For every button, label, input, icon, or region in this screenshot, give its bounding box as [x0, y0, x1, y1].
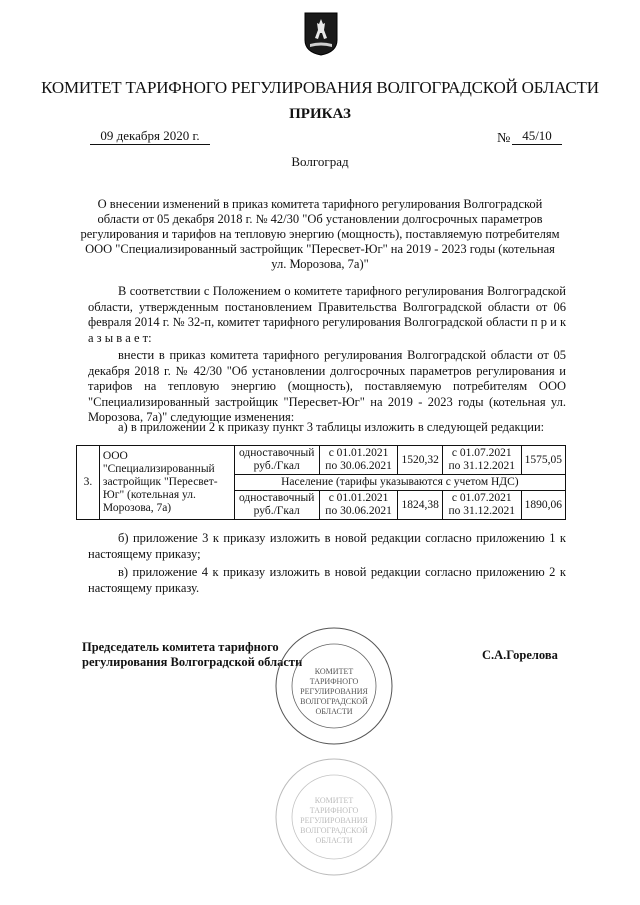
period-cell: с 01.01.2021 по 30.06.2021 [319, 446, 398, 475]
document-date: 09 декабря 2020 г. [90, 128, 210, 145]
tariff-value: 1575,05 [521, 446, 565, 475]
tariff-value: 1890,06 [521, 491, 565, 520]
population-note: Население (тарифы указываются с учетом НДС) [234, 475, 565, 491]
main-clause: внести в приказ комитета тарифного регулирования Волгоградской области от 05 декабря 2018 г. № 42/30 "Об установлении долгосрочных параметров регулирования и тарифов на тепловую энергию (мощность), поставляемую потребителям ООО "Специализированный застройщик "Пересвет-Юг" на 2019 - 2023 годы (котельная ул. Морозова, 7а)" следующие изменения: [88, 348, 566, 425]
period-cell: с 01.07.2021 по 31.12.2021 [442, 446, 521, 475]
svg-text:КОМИТЕТ: КОМИТЕТ [314, 796, 354, 805]
item-b: б) приложение 3 к приказу изложить в новой редакции согласно приложению 1 к настоящему приказу; [88, 531, 566, 561]
period-cell: с 01.01.2021 по 30.06.2021 [319, 491, 398, 520]
svg-text:ОБЛАСТИ: ОБЛАСТИ [315, 836, 353, 845]
document-type: ПРИКАЗ [289, 106, 351, 122]
seal-stamp-faint [272, 755, 396, 879]
svg-text:ТАРИФНОГО: ТАРИФНОГО [309, 806, 359, 815]
svg-text:РЕГУЛИРОВАНИЯ: РЕГУЛИРОВАНИЯ [300, 816, 368, 825]
item-a: а) в приложении 2 к приказу пункт 3 таблицы изложить в следующей редакции: [118, 420, 545, 434]
item-c: в) приложение 4 к приказу изложить в новой редакции согласно приложению 2 к настоящему приказу. [88, 565, 566, 595]
svg-text:ТАРИФНОГО: ТАРИФНОГО [309, 677, 359, 686]
period-cell: с 01.07.2021 по 31.12.2021 [442, 491, 521, 520]
preamble-paragraph [88, 284, 566, 346]
svg-text:ВОЛГОГРАДСКОЙ: ВОЛГОГРАДСКОЙ [300, 826, 368, 835]
svg-text:ВОЛГОГРАДСКОЙ: ВОЛГОГРАДСКОЙ [300, 697, 368, 706]
rate-type: одноставочный руб./Гкал [234, 491, 319, 520]
coat-of-arms-icon [304, 12, 338, 56]
rate-type: одноставочный руб./Гкал [234, 446, 319, 475]
table-row [77, 446, 566, 475]
signatory-name: С.А.Горелова [482, 648, 558, 662]
document-subject: О внесении изменений в приказ комитета тарифного регулирования Волгоградской области от 05 декабря 2018 г. № 42/30 "Об установлении долгосрочных параметров регулирования и тарифов на тепловую энергию (мощность), поставляемую потребителям ООО "Специализированный застройщик "Пересвет-Юг" на 2019 - 2023 годы (котельная ул. Морозова, 7а)" [80, 197, 560, 271]
organization-cell: ООО "Специализированный застройщик "Пересвет-Юг" (котельная ул. Морозова, 7а) [99, 446, 234, 520]
tariff-table [76, 445, 566, 520]
tariff-value: 1520,32 [398, 446, 442, 475]
official-seal-stamp [272, 624, 396, 748]
tariff-value: 1824,38 [398, 491, 442, 520]
document-number: 45/10 [512, 128, 562, 145]
svg-text:РЕГУЛИРОВАНИЯ: РЕГУЛИРОВАНИЯ [300, 687, 368, 696]
number-label: № [497, 131, 511, 146]
signatory-position: Председатель комитета тарифного регулирования Волгоградской области [82, 640, 303, 669]
row-number: 3. [77, 446, 100, 520]
city: Волгоград [291, 154, 349, 169]
svg-text:КОМИТЕТ: КОМИТЕТ [314, 667, 354, 676]
svg-text:ОБЛАСТИ: ОБЛАСТИ [315, 707, 353, 716]
organization-title: КОМИТЕТ ТАРИФНОГО РЕГУЛИРОВАНИЯ ВОЛГОГРАДСКОЙ ОБЛАСТИ [41, 78, 599, 97]
preamble-text: В соответствии с Положением о комитете тарифного регулирования Волгоградской области, утвержденным постановлением Правительства Волгоградской области от 06 февраля 2014 г. № 32-п, комитет тарифного регулирования Волгоградской области [88, 284, 566, 330]
orders-word: п р и к а з ы в а е т: [88, 315, 567, 345]
